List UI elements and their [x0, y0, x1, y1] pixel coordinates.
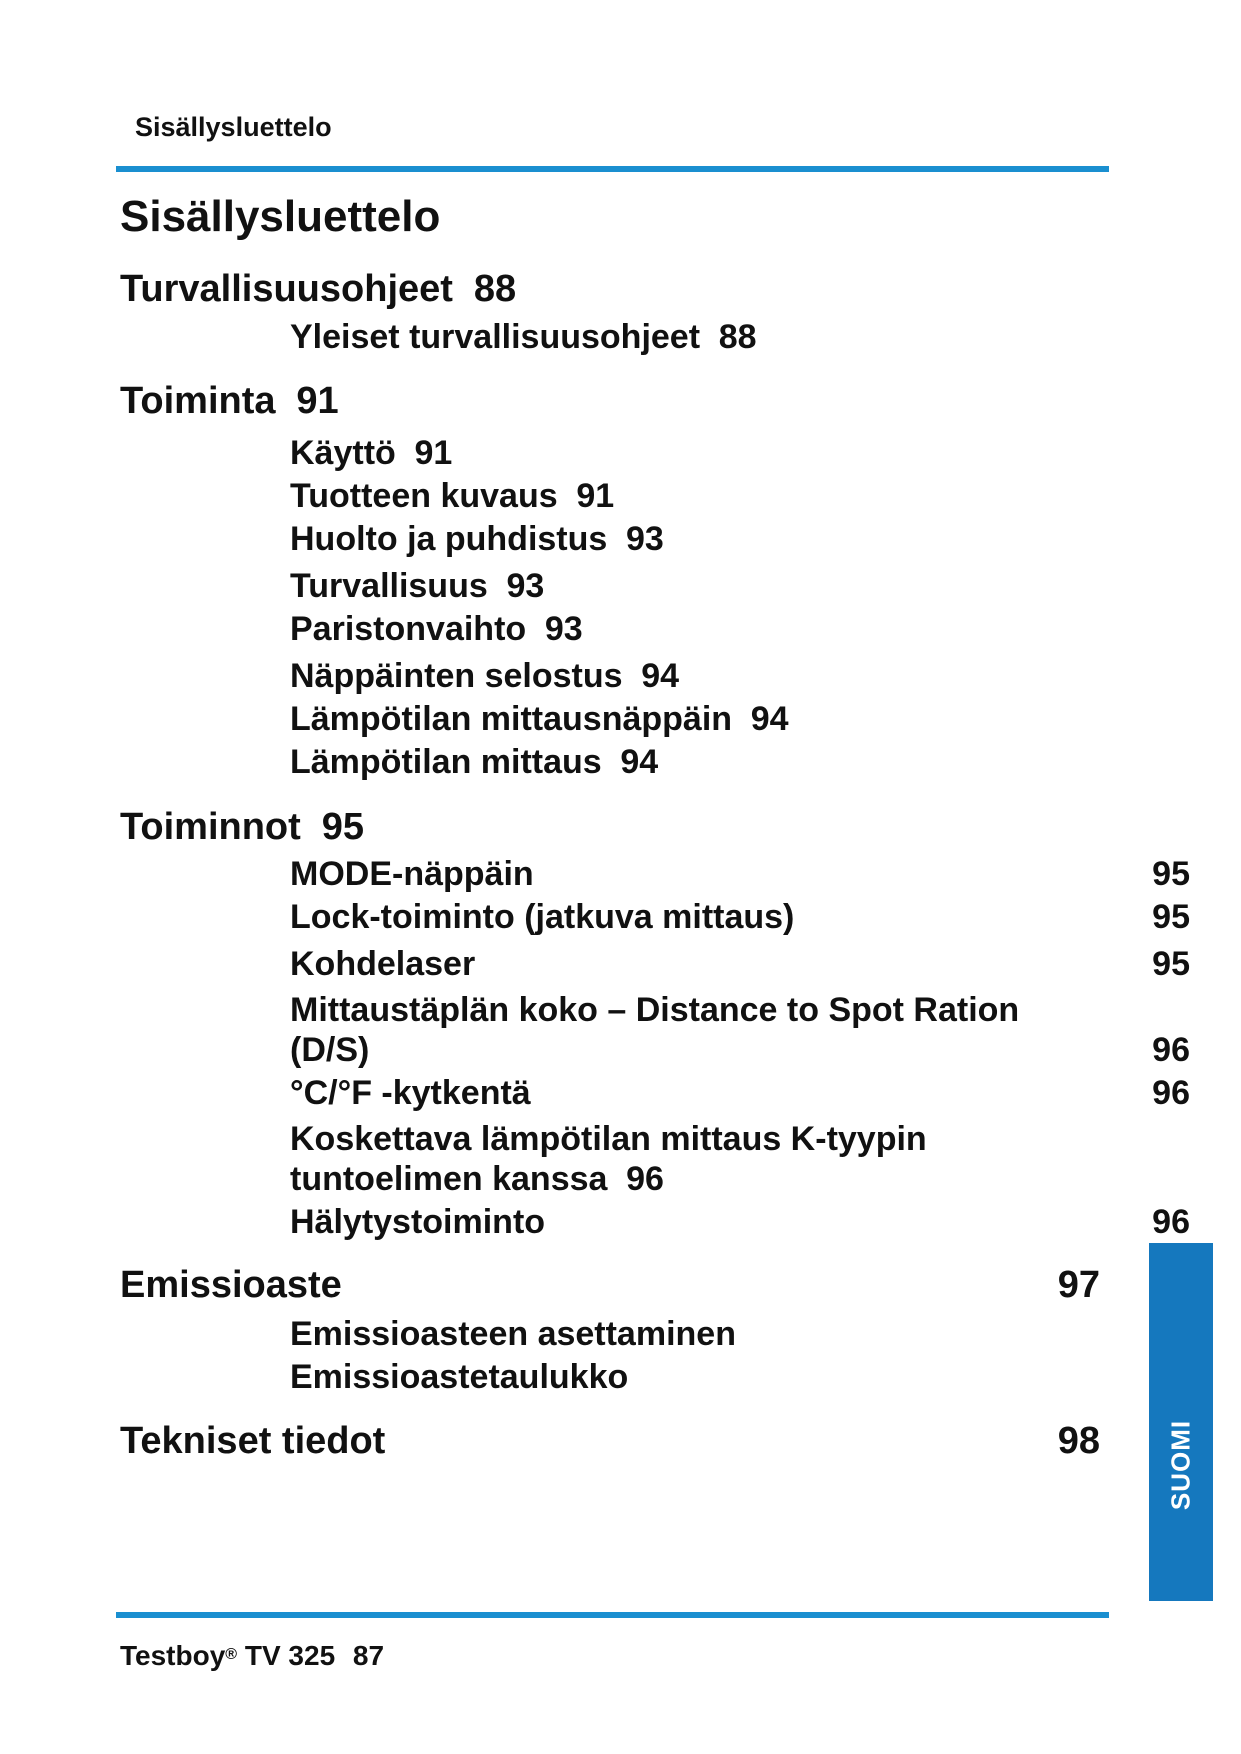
toc-item[interactable]	[290, 657, 679, 696]
toc-item[interactable]	[290, 1074, 1190, 1113]
running-header: Sisällysluettelo	[135, 112, 332, 142]
toc-page-number: 98	[1057, 1420, 1100, 1462]
toc-page-number: 96	[1152, 1074, 1190, 1112]
toc-item-label: °C/°F -kytkentä	[290, 1074, 531, 1112]
toc-page-number: 97	[1057, 1264, 1100, 1306]
footer-brand: Testboy	[120, 1640, 226, 1671]
toc-page-number: 91	[414, 434, 453, 472]
toc-item-label-line2: (D/S)	[290, 1031, 370, 1069]
toc-page-number: 91	[296, 380, 339, 422]
toc-page-number: 88	[473, 268, 517, 310]
toc-section-label: Tekniset tiedot	[120, 1420, 386, 1462]
toc-item-label: Näppäinten selostus	[290, 657, 623, 695]
toc-item[interactable]	[290, 1315, 736, 1354]
registered-mark: ®	[225, 1646, 238, 1663]
toc-section-label: Toiminta	[120, 380, 276, 422]
toc-item-label: Hälytystoiminto	[290, 1203, 546, 1241]
toc-item-label: Huolto ja puhdistus	[290, 520, 608, 558]
toc-item[interactable]	[290, 1160, 664, 1199]
toc-item[interactable]	[290, 318, 757, 357]
toc-item-label-line1[interactable]: Koskettava lämpötilan mittaus K-tyypin	[290, 1120, 927, 1158]
header-rule	[116, 166, 1109, 172]
toc-item[interactable]	[290, 567, 544, 606]
footer	[120, 1640, 384, 1672]
toc-item-label: Turvallisuus	[290, 567, 488, 605]
language-tab-label: SUOMI	[1165, 1419, 1196, 1511]
toc-page-number: 96	[1152, 1031, 1190, 1069]
toc-page-number: 95	[1152, 945, 1190, 983]
toc-page-number: 95	[321, 806, 364, 848]
toc-item[interactable]	[290, 610, 583, 649]
toc-page-number: 95	[1152, 898, 1190, 936]
toc-item-label: Lock-toiminto (jatkuva mittaus)	[290, 898, 795, 936]
toc-section-label: Toiminnot	[120, 806, 301, 848]
toc-item-label: Tuotteen kuvaus	[290, 477, 558, 515]
toc-section-toiminta[interactable]	[120, 380, 339, 423]
footer-model: TV 325	[244, 1640, 336, 1671]
toc-page-number: 96	[1152, 1203, 1190, 1241]
toc-page-number: 94	[641, 657, 680, 695]
toc-section-tekniset-tiedot[interactable]	[120, 1420, 1100, 1463]
toc-item[interactable]	[290, 1203, 1190, 1242]
toc-item-label: Yleiset turvallisuusohjeet	[290, 318, 701, 356]
toc-section-label: Emissioaste	[120, 1264, 342, 1306]
toc-section-label: Turvallisuusohjeet	[120, 268, 453, 310]
toc-item[interactable]	[290, 1031, 1190, 1070]
toc-item[interactable]	[290, 520, 664, 559]
toc-page-number: 96	[626, 1160, 664, 1198]
toc-item[interactable]	[290, 898, 1190, 937]
toc-item[interactable]	[290, 743, 658, 782]
toc-item[interactable]	[290, 855, 1190, 894]
toc-section-toiminnot[interactable]	[120, 806, 364, 849]
toc-item[interactable]	[290, 700, 789, 739]
toc-item[interactable]	[290, 477, 614, 516]
toc-item-label-line1[interactable]: Mittaustäplän koko – Distance to Spot Ration	[290, 991, 1020, 1029]
toc-item-label: Emissioasteen asettaminen	[290, 1315, 736, 1353]
toc-item-label: Lämpötilan mittausnäppäin	[290, 700, 733, 738]
toc-page-number: 93	[506, 567, 545, 605]
toc-item-label: Lämpötilan mittaus	[290, 743, 602, 781]
toc-item-label: MODE-näppäin	[290, 855, 534, 893]
toc-page-number: 91	[576, 477, 615, 515]
toc-section-emissioaste[interactable]	[120, 1264, 1100, 1307]
toc-item-label-line2: tuntoelimen kanssa	[290, 1160, 608, 1198]
toc-page-number: 93	[544, 610, 583, 648]
toc-page-number: 93	[626, 520, 664, 558]
footer-page-number: 87	[352, 1640, 385, 1671]
toc-item-label: Käyttö	[290, 434, 396, 472]
language-side-tab	[1149, 1243, 1213, 1601]
toc-section-turvallisuusohjeet[interactable]	[120, 268, 516, 311]
toc-item[interactable]	[290, 434, 452, 473]
toc-page-number: 94	[750, 700, 789, 738]
toc-page-number: 95	[1152, 855, 1190, 893]
toc-page-number: 94	[620, 743, 659, 781]
toc-item[interactable]	[290, 945, 1190, 984]
toc-item[interactable]	[290, 1358, 628, 1397]
footer-rule	[116, 1612, 1109, 1618]
toc-item-label: Kohdelaser	[290, 945, 476, 983]
toc-item-label: Emissioastetaulukko	[290, 1358, 629, 1396]
page-title: Sisällysluettelo	[120, 192, 441, 241]
toc-page-number: 88	[718, 318, 757, 356]
toc-item-label: Paristonvaihto	[290, 610, 527, 648]
